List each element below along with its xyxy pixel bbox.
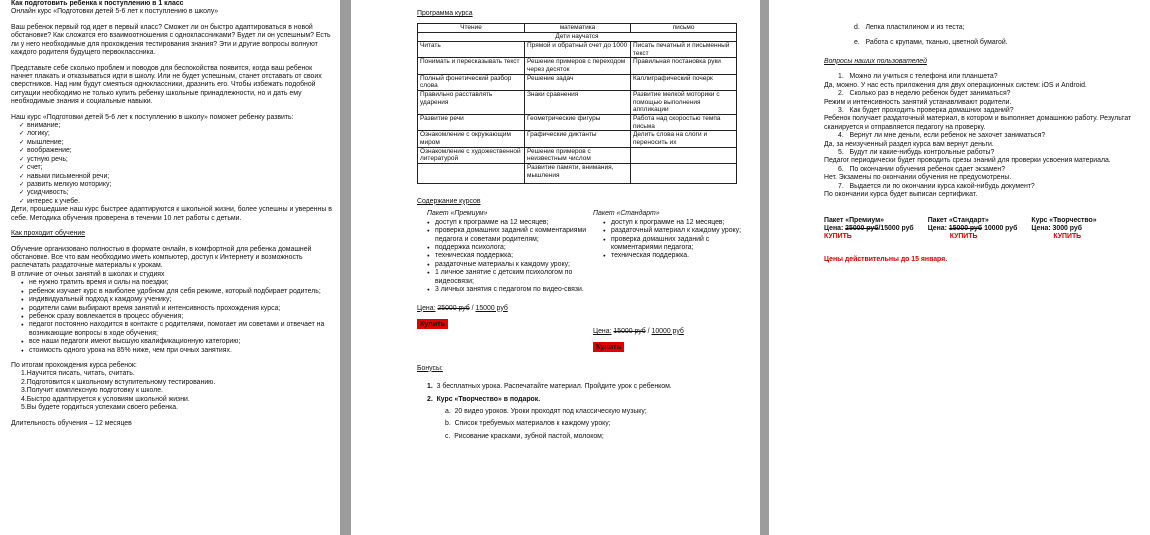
premium-title: Пакет «Премиум» — [427, 210, 488, 218]
how-paragraph-1: Обучение организовано полностью в формате онлайн, в комфортной для ребенка домашней обстановке. Все что вам необходимо иметь компьютер, доступ к Интернету и возможность распечатать раздаточные материалы к урокам. — [11, 245, 312, 270]
table-cell: Развитие речи — [418, 114, 525, 130]
list-item: c. Рисование красками, зубной пастой, молоком; — [445, 432, 604, 440]
new-price: /15000 руб — [878, 225, 914, 233]
price-card-title: Курс «Творчество» — [1031, 216, 1097, 224]
list-item: ● раздаточный материал к каждому уроку; — [593, 227, 743, 235]
list-item: ● техническая поддержка; — [417, 252, 593, 260]
price-label: Цена: — [824, 225, 844, 233]
faq-answer: Да, можно. У нас есть приложения для двух операционных систем: iOS и Android. — [824, 81, 1087, 89]
table-header-cell: Чтение — [418, 24, 525, 33]
list-item: ● не нужно тратить время и силы на поездки; — [11, 279, 332, 287]
list-item: 2.Подготовится к школьному вступительному тестированию. — [21, 378, 216, 386]
table-cell — [418, 163, 525, 183]
packages-section — [417, 210, 750, 352]
bonus-item-2: 2. Курс «Творчество» в подарок. — [427, 395, 541, 403]
new-price: 10000 руб — [651, 327, 684, 335]
price-card-title: Пакет «Премиум» — [824, 216, 885, 224]
table-row — [418, 163, 737, 183]
premium-buy-link[interactable]: КУПИТЬ — [824, 233, 852, 241]
standard-buy-button[interactable]: Купить — [593, 342, 624, 352]
table-cell: Понимать и пересказывать текст — [418, 58, 525, 74]
table-cell: Правильно расставлять ударения — [418, 91, 525, 115]
list-item: ● ребенок сразу вовлекается в процесс обучения; — [11, 313, 332, 321]
bonus-item-1: 1. 3 бесплатных урока. Распечатайте материал. Пройдите урок с ребенком. — [427, 383, 672, 391]
duration-text: Длительность обучения – 12 месяцев — [11, 419, 132, 427]
table-cell: Решение задач — [525, 74, 631, 90]
price-card-price — [928, 225, 1032, 233]
list-item: ● 1 личное занятие с детским психологом по видеосвязи; — [417, 269, 593, 286]
table-cell: Геометрические фигуры — [525, 114, 631, 130]
table-cell: Полный фонетический разбор слова — [418, 74, 525, 90]
faq-question: 5. Будут ли какие-нибудь контрольные работы? — [838, 149, 995, 157]
premium-price — [417, 305, 593, 313]
bonus-2-text: Курс «Творчество» в подарок. — [436, 395, 541, 403]
bonus-1-text: 3 бесплатных урока. Распечатайте материал. Пройдите урок с ребенком. — [436, 383, 672, 391]
faq-answer: Ребенок получает раздаточный материал, в котором и выполняет домашнюю работу. Результат сканируется и отправляется педагогу на проверку. — [824, 115, 1132, 131]
list-item: ● индивидуальный подход к каждому ученику; — [11, 296, 332, 304]
price-card-standard — [928, 217, 1032, 242]
faq-heading: Вопросы наших пользователей — [824, 57, 927, 65]
table-cell: Работа над скоростью темпа письма — [631, 114, 737, 130]
standard-title: Пакет «Стандарт» — [593, 210, 660, 218]
creativity-buy-link[interactable]: КУПИТЬ — [1053, 233, 1082, 241]
faq-question: 3. Как будет проходить проверка домашних заданий? — [838, 106, 1014, 114]
faq-answer: Нет. Экзамены по окончании обучения не предусмотрены. — [824, 174, 1012, 182]
new-price: 15000 руб — [475, 304, 508, 312]
list-item: ● поддержка психолога; — [417, 244, 593, 252]
faq-question: 4. Вернут ли мне деньги, если ребенок не захочет заниматься? — [838, 132, 1046, 140]
price-label: Цена: — [593, 327, 612, 335]
old-price: 15000 руб — [613, 327, 646, 335]
price-card-price — [824, 225, 928, 233]
list-item: b. Список требуемых материалов к каждому уроку; — [445, 420, 611, 428]
faq-list — [824, 73, 1140, 199]
program-table — [417, 23, 737, 184]
price-label: Цена: — [1031, 225, 1051, 233]
table-span-cell: Дети научатся — [418, 33, 737, 42]
list-item: ● проверка домашних заданий с комментариями педагога; — [593, 236, 743, 253]
list-item: e. Работа с крупами, тканью, цветной бумагой. — [854, 39, 1008, 47]
table-cell: Знаки сравнения — [525, 91, 631, 115]
table-row — [418, 74, 737, 90]
list-item: 3.Получит комплексную подготовку к школе. — [21, 387, 163, 395]
skill-item: ✓ воображение; — [11, 147, 332, 155]
table-row — [418, 91, 737, 115]
skill-item: ✓ мышление; — [11, 139, 332, 147]
table-cell: Каллиграфический почерк — [631, 74, 737, 90]
table-cell — [631, 163, 737, 183]
faq-question: 7. Выдается ли по окончании курса какой-нибудь документ? — [838, 182, 1035, 190]
table-cell: Писать печатный и письменный текст — [631, 42, 737, 58]
skill-item: ✓ интерес к учебе. — [11, 198, 332, 206]
table-header-cell: письмо — [631, 24, 737, 33]
table-cell: Развитие мелкой моторики с помощью выполнения аппликации — [631, 91, 737, 115]
table-cell: Читать — [418, 42, 525, 58]
list-item: 5.Вы будете гордиться успехами своего ребенка. — [21, 404, 178, 412]
skill-item: ✓ внимание; — [11, 122, 332, 130]
list-item: ● 3 личных занятия с педагогом по видео-связи. — [417, 286, 593, 294]
course-subtitle: Онлайн курс «Подготовки детей 5-6 лет к поступлению в школу» — [11, 8, 219, 16]
how-paragraph-2: В отличие от очных занятий в школах и студиях — [11, 270, 165, 278]
results-list — [11, 370, 332, 412]
skills-intro: Наш курс «Подготовки детей 5-6 лет к поступлению в школу» поможет ребенку развить: — [11, 113, 294, 121]
prices-summary — [824, 217, 1140, 242]
premium-package — [417, 210, 593, 352]
table-row — [418, 114, 737, 130]
table-row — [418, 131, 737, 147]
table-cell: Ознакомление с окружающим миром — [418, 131, 525, 147]
skill-item: ✓ развить мелкую моторику; — [11, 181, 332, 189]
how-heading: Как проходит обучение — [11, 230, 86, 238]
table-cell: Делить слова на слоги и переносить их — [631, 131, 737, 147]
skill-item: ✓ навыки письменной речи; — [11, 173, 332, 181]
list-item: ● педагог постоянно находится в контакте с родителями, помогает им советами и отвечает на возникающие вопросы в ходе обучения; — [11, 321, 332, 338]
skill-item: ✓ устную речь; — [11, 156, 332, 164]
standard-package — [593, 210, 743, 352]
table-cell: Правильная постановка руки — [631, 58, 737, 74]
list-item: ● родители сами выбирают время занятий и интенсивность прохождения курса; — [11, 305, 332, 313]
list-item: ● раздаточные материалы к каждому уроку; — [417, 261, 593, 269]
table-header-cell: математика — [525, 24, 631, 33]
standard-price — [593, 328, 743, 336]
table-header-row — [418, 24, 737, 33]
old-price: 15000 руб — [948, 225, 983, 233]
skill-item: ✓ счет; — [11, 164, 332, 172]
list-item: ● проверка домашних заданий с комментариями педагога и советами родителям; — [417, 227, 593, 244]
price-validity-note: Цены действительны до 15 января. — [824, 255, 948, 263]
skills-list — [11, 122, 332, 206]
faq-answer: Да, за неизученный раздел курса вам вернут деньги. — [824, 140, 994, 148]
document-page-2 — [351, 0, 760, 535]
price-card-price — [1031, 225, 1140, 233]
list-item: a. 20 видео уроков. Уроки проходят под классическую музыку; — [445, 407, 647, 415]
faq-answer: Режим и интенсивность занятий устанавливают родители. — [824, 98, 1012, 106]
premium-buy-button[interactable]: Купить — [417, 319, 448, 329]
old-price: 25000 руб — [437, 304, 470, 312]
price-card-premium — [824, 217, 928, 242]
page-title: Как подготовить ребенка к поступлению в 1 класс — [11, 0, 184, 7]
list-item: ● техническая поддержка. — [593, 252, 743, 260]
table-cell: Развитие памяти, внимания, мышления — [525, 163, 631, 183]
list-item: ● стоимость одного урока на 85% ниже, чем при очных занятиях. — [11, 347, 332, 355]
price-card-title: Пакет «Стандарт» — [927, 216, 989, 224]
intro-paragraph-2: Представьте себе сколько проблем и поводов для беспокойства появится, когда ваш ребенок начнет плакать и отказываться идти в школу. Или не будет успешным, станет отставать от своих сверстников. Над ним будут смеяться одноклассники, дразнить его. Чтобы избежать подобной ситуации необходимо не только купить ребенку школьные принадлежности, но и дать ему необходимые знания и социальные навыки. — [11, 64, 322, 106]
intro-paragraph-1: Ваш ребенок первый год идет в первый класс? Сможет ли он быстро адаптироваться в новой обстановке? Как сложатся его взаимоотношения с одноклассниками? Будет ли он успешным? Есть ли у него необходимые для прохождения тестирования знания? Эти и другие вопросы волнуют каждого родителя будущего первоклассника. — [11, 23, 331, 57]
table-cell — [631, 147, 737, 163]
faq-question: 2. Сколько раз в неделю ребенок будет заниматься? — [838, 90, 1011, 98]
price-label: Цена: — [927, 225, 947, 233]
list-item: d. Лепка пластилином и из теста; — [854, 24, 965, 31]
list-item: 1.Научится писать, читать, считать. — [21, 370, 135, 378]
list-item: ● доступ к программе на 12 месяцев; — [593, 219, 743, 227]
price-card-creativity — [1031, 217, 1140, 242]
standard-buy-link[interactable]: КУПИТЬ — [949, 233, 978, 241]
document-page-1 — [0, 0, 340, 535]
table-cell: Графические диктанты — [525, 131, 631, 147]
table-row — [418, 33, 737, 42]
skill-item: ✓ усидчивость; — [11, 189, 332, 197]
faq-answer: Педагог периодически будет проводить срезы знаний для проверки усвоения материала. — [824, 157, 1111, 165]
program-heading: Программа курса — [417, 10, 473, 17]
new-price: 10000 руб — [984, 225, 1018, 233]
table-row — [418, 147, 737, 163]
document-page-3 — [769, 0, 1150, 535]
faq-question: 1. Можно ли учиться с телефона или планшета? — [838, 73, 998, 81]
skills-outro: Дети, прошедшие наш курс быстрее адаптируются к школьной жизни, более успешны и уверенны в себе. Методика обучения проверена в течении 10 лет работы с детьми. — [11, 206, 332, 222]
list-item: ● ребенок изучает курс в наиболее удобном для себя режиме, который подбирает родитель; — [11, 288, 332, 296]
skill-item: ✓ логику; — [11, 130, 332, 138]
table-cell: Ознакомление с художественной литературой — [418, 147, 525, 163]
premium-features — [417, 219, 593, 295]
faq-question: 6. По окончании обучения ребенок сдает экзамен? — [838, 165, 1006, 173]
new-price: 3000 руб — [1052, 225, 1082, 233]
bonus-heading: Бонусы: — [417, 364, 443, 372]
price-separator: / — [647, 327, 650, 335]
table-cell: Прямой и обратный счет до 1000 — [525, 42, 631, 58]
price-separator: / — [471, 304, 474, 312]
price-label: Цена: — [417, 304, 436, 312]
results-intro: По итогам прохождения курса ребенок: — [11, 362, 137, 370]
faq-answer: По окончании курса будет выписан сертификат. — [824, 191, 978, 199]
list-item: 4.Быстро адаптируется к условиям школьной жизни. — [21, 395, 190, 403]
contents-heading: Содержание курсов — [417, 197, 481, 205]
table-row — [418, 42, 737, 58]
table-cell: Решение примеров с переходом через десяток — [525, 58, 631, 74]
how-list — [11, 279, 332, 355]
table-cell: Решение примеров с неизвестным числом — [525, 147, 631, 163]
list-item: ● доступ к программе на 12 месяцев; — [417, 219, 593, 227]
standard-features — [593, 219, 743, 261]
table-row — [418, 58, 737, 74]
list-item: ● все наши педагоги имеют высшую квалификационную категорию; — [11, 338, 332, 346]
old-price: 25000 руб — [845, 225, 879, 233]
